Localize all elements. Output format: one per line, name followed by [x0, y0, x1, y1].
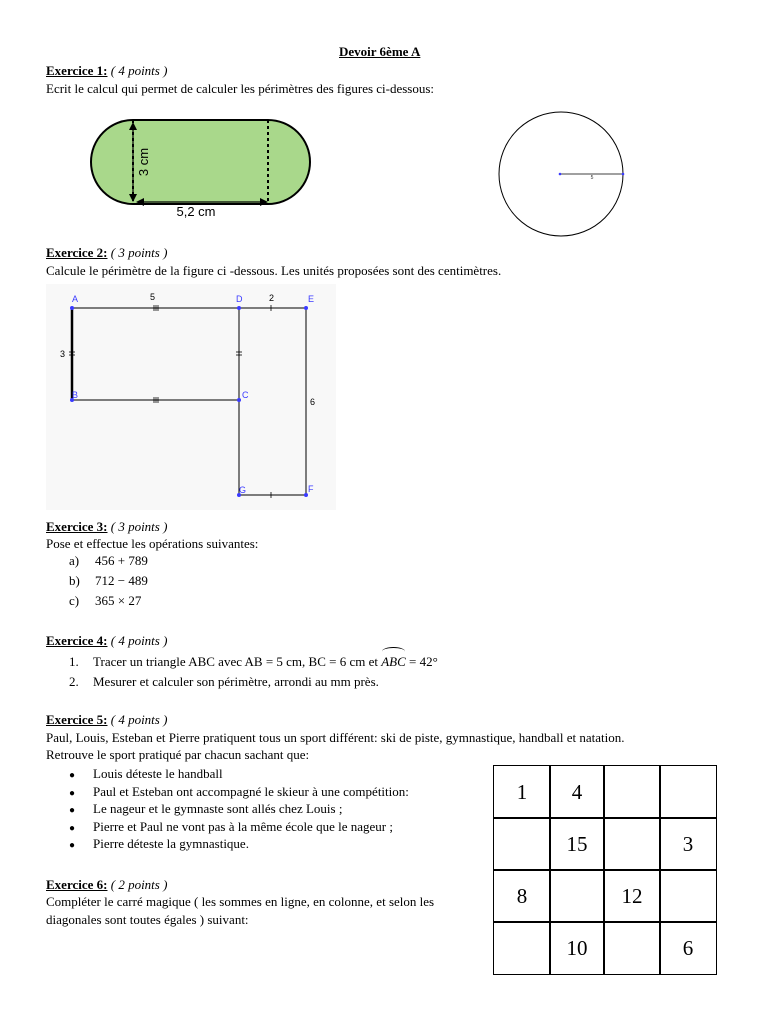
square-cell[interactable] [659, 869, 716, 922]
ex2-header [46, 244, 167, 261]
ex3-heading: Exercice 3: [46, 519, 108, 534]
ex6-text-line1: Compléter le carré magique ( les sommes en ligne, en colonne, et selon les [46, 894, 435, 909]
point-label-g: G [239, 485, 247, 495]
clue-item: ● Pierre déteste la gymnastique. [69, 836, 249, 852]
len-ad: 5 [150, 292, 156, 302]
ex3-header [46, 518, 167, 535]
magic-square [494, 766, 716, 974]
ex5-intro-line1: Paul, Louis, Esteban et Pierre pratiquent tous un sport différent: ski de piste, gymnastique, handball et natation. [46, 730, 625, 745]
ex2-heading: Exercice 2: [46, 245, 108, 260]
operation-item: a) 456 + 789 [69, 553, 148, 568]
ex6-header [46, 876, 167, 893]
square-cell[interactable] [603, 817, 660, 870]
ex6-heading: Exercice 6: [46, 877, 108, 892]
square-cell[interactable]: 3 [659, 817, 716, 870]
square-cell[interactable] [659, 765, 716, 818]
clue-item: ● Louis déteste le handball [69, 766, 223, 781]
operation-item: c) 365 × 27 [69, 593, 142, 608]
ex2-points: ( 3 points ) [107, 245, 168, 260]
point-label-b: B [72, 390, 79, 400]
ex4-item-2: 2. Mesurer et calculer son périmètre, arrondi au mm près. [69, 674, 379, 689]
circle-radius-label: 5 [590, 175, 594, 181]
square-cell[interactable]: 10 [549, 921, 604, 974]
ex5-points: ( 4 points ) [107, 712, 168, 727]
ex4-header [46, 632, 167, 649]
ex5-header [46, 711, 167, 728]
ex5-intro-line2: Retrouve le sport pratiqué par chacun sachant que: [46, 747, 310, 762]
point-label-c: C [242, 390, 249, 400]
point-label-a: A [72, 294, 79, 304]
square-cell[interactable]: 15 [549, 817, 604, 870]
square-cell[interactable]: 1 [493, 765, 550, 818]
page-title: Devoir 6ème A [339, 44, 421, 59]
point-label-d: D [236, 294, 243, 304]
len-ef: 6 [310, 397, 316, 407]
ex5-clues [69, 765, 409, 853]
circle-figure [494, 110, 634, 238]
clue-item: ● Paul et Esteban ont accompagné le skieur à une compétition: [69, 783, 409, 799]
len-ab: 3 [60, 349, 66, 359]
polygon-figure [46, 284, 336, 510]
ex1-header [46, 62, 167, 79]
angle-abc: ABC [381, 654, 406, 669]
ex1-instruction: Ecrit le calcul qui permet de calculer les périmètres des figures ci-dessous: [46, 81, 435, 96]
ex5-heading: Exercice 5: [46, 712, 108, 727]
square-cell[interactable]: 8 [493, 869, 550, 922]
point-label-e: E [308, 294, 315, 304]
clue-item: ● Le nageur et le gymnaste sont allés chez Louis ; [69, 801, 343, 817]
ex4-item-1: 1. Tracer un triangle ABC avec AB = 5 cm, BC = 6 cm et ABC = 42° [69, 652, 438, 672]
circle-center-point [559, 173, 562, 176]
angle-hat-icon [382, 647, 405, 656]
square-cell[interactable] [603, 765, 660, 818]
ex1-heading: Exercice 1: [46, 63, 108, 78]
operation-item: b) 712 − 489 [69, 573, 148, 588]
ex6-points: ( 2 points ) [107, 877, 168, 892]
ex4-items [69, 652, 438, 692]
point-label-f: F [308, 484, 314, 494]
square-cell[interactable] [603, 921, 660, 974]
square-cell[interactable] [549, 869, 604, 922]
stadium-height-label: 3 cm [136, 147, 151, 177]
square-cell[interactable] [493, 921, 550, 974]
ex1-points: ( 4 points ) [107, 63, 168, 78]
stadium-length-label: 5,2 cm [176, 204, 216, 219]
clue-item: ● Pierre et Paul ne vont pas à la même école que le nageur ; [69, 818, 393, 834]
ex3-operations [69, 551, 148, 611]
ex3-instruction: Pose et effectue les opérations suivantes: [46, 536, 259, 551]
ex3-points: ( 3 points ) [107, 519, 168, 534]
square-cell[interactable]: 6 [659, 921, 716, 974]
len-de: 2 [269, 293, 275, 303]
stadium-figure [88, 110, 318, 222]
ex4-heading: Exercice 4: [46, 633, 108, 648]
ex4-points: ( 4 points ) [107, 633, 168, 648]
ex2-instruction: Calcule le périmètre de la figure ci -dessous. Les unités proposées sont des centimètres. [46, 263, 502, 278]
square-cell[interactable]: 4 [549, 765, 604, 818]
square-cell[interactable] [493, 817, 550, 870]
ex6-text-line2: diagonales sont toutes égales ) suivant: [46, 912, 249, 927]
circle-edge-point [622, 173, 625, 176]
square-cell[interactable]: 12 [603, 869, 660, 922]
